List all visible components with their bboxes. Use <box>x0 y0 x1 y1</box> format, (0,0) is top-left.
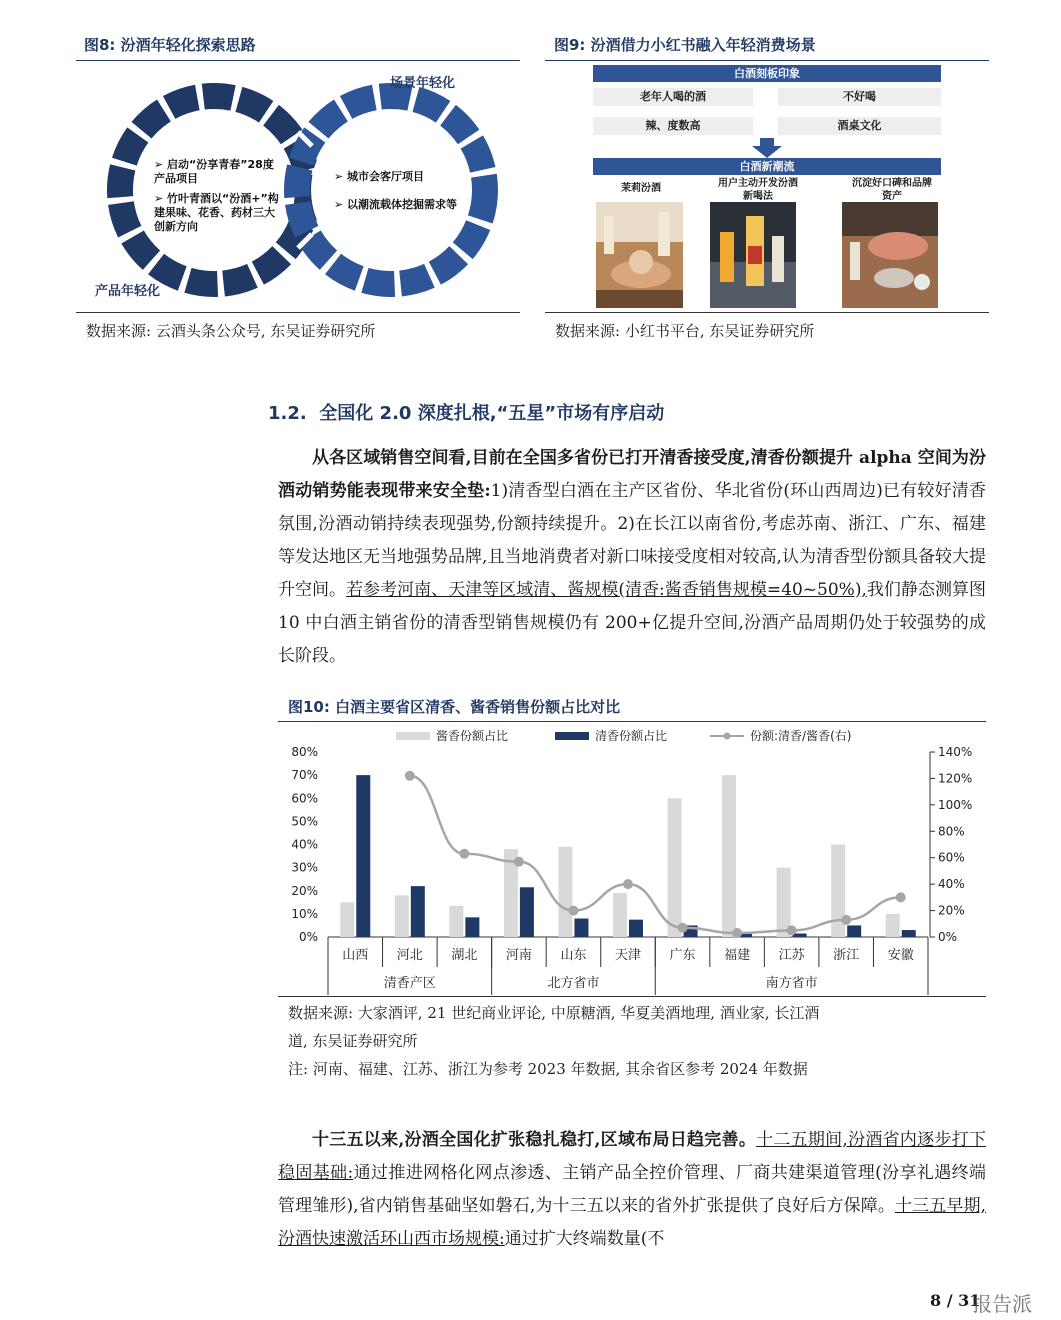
ratio-point-天津 <box>623 879 633 889</box>
x-label-广东: 广东 <box>669 948 696 963</box>
fig8-bottom-rule <box>76 312 520 313</box>
x-label-山西: 山西 <box>342 948 369 963</box>
y-left-tick-label: 10% <box>291 906 318 921</box>
y-left-tick-label: 40% <box>291 837 318 852</box>
ratio-point-江苏 <box>787 925 797 935</box>
fig9-source: 数据来源: 小红书平台, 东吴证券研究所 <box>555 322 815 340</box>
ratio-point-浙江 <box>841 915 851 925</box>
x-label-浙江: 浙江 <box>833 948 860 963</box>
legend-swatch-jiangxiang <box>396 732 430 740</box>
chart-bars <box>340 775 915 937</box>
paragraph-2-text-2: 通过扩大终端数量(不 <box>504 1229 665 1249</box>
ratio-point-山东 <box>568 906 578 916</box>
fig10-note: 注: 河南、福建、江苏、浙江为参考 2023 年数据, 其余省区参考 2024 年数据 <box>288 1060 808 1078</box>
fig8-right-item-2-text: 以潮流载体挖掘需求等 <box>347 198 458 211</box>
fig8-source: 数据来源: 云酒头条公众号, 东吴证券研究所 <box>86 322 376 340</box>
chart-legend <box>396 728 851 743</box>
watermark: 报告派 <box>972 1292 1032 1316</box>
ratio-point-河北 <box>405 771 415 781</box>
y-right-tick-label: 0% <box>938 930 958 944</box>
paragraph-2-text-1: 通过推进网格化网点渗透、主销产品全控价管理、厂商共建渠道管理(汾享礼遇终端管理雏形),省内销售基础坚如磐石,为十三五以来的省外扩张提供了良好后方保障。 <box>278 1163 986 1216</box>
y-right-tick-label: 60% <box>938 850 965 865</box>
legend-label-qingxiang: 清香份额占比 <box>595 729 668 743</box>
fig9-box-4: 酒桌文化 <box>778 117 941 135</box>
bar-jiangxiang-山东 <box>558 847 572 937</box>
bar-qingxiang-安徽 <box>902 930 916 937</box>
bar-qingxiang-湖北 <box>465 917 479 937</box>
fig9-box-2: 不好喝 <box>778 88 941 106</box>
section-number: 1.2. <box>268 403 307 424</box>
fig10-chart <box>278 723 986 995</box>
fig8-label-scene: 场景年轻化 <box>390 76 456 91</box>
paragraph-1-text-1: 1)清香型白酒在主产区省份、华北省份(环山西周边)已有较好清香氛围,汾酒动销持续表现强势,份额持续提升。2)在长江以南省份,考虑苏南、浙江、广东、福建等发达地区无当地强势品牌,且当地消费者对新口味接受度相对较高,认为清香型份额具备较大提升空间。 <box>278 481 986 600</box>
x-label-山东: 山东 <box>560 948 587 963</box>
y-right-tick-label: 80% <box>938 824 965 839</box>
legend-label-jiangxiang: 酱香份额占比 <box>436 729 509 743</box>
paragraph-1-underlined: 若参考河南、天津等区域清、酱规模(清香:酱香销售规模=40~50%), <box>346 580 867 600</box>
y-left-tick-label: 0% <box>298 930 318 944</box>
ratio-point-广东 <box>678 923 688 933</box>
y-right-tick-label: 20% <box>938 903 965 918</box>
bottles-photo <box>710 202 796 308</box>
bar-qingxiang-浙江 <box>847 925 861 937</box>
fig10-title-rule <box>278 721 986 722</box>
down-arrow-icon <box>752 138 782 158</box>
bar-jiangxiang-山西 <box>340 902 354 937</box>
chart-x-labels <box>328 937 928 995</box>
fig8-right-item-2: ➢ 以潮流载体挖掘需求等 <box>334 198 458 211</box>
fig10-title: 图10: 白酒主要省区清香、酱香销售份额占比对比 <box>288 698 621 716</box>
x-label-安徽: 安徽 <box>887 948 914 963</box>
fig8-right-item-1-text: 城市会客厅项目 <box>347 170 425 183</box>
y-left-tick-label: 30% <box>291 860 318 875</box>
legend-swatch-ratio-marker <box>724 733 731 740</box>
fig8-right-list <box>334 170 484 212</box>
fig10-source-line-2: 道, 东吴证券研究所 <box>288 1032 418 1050</box>
paragraph-2 <box>278 1124 986 1256</box>
ratio-point-福建 <box>732 928 742 938</box>
y-right-tick-label: 140% <box>938 745 973 759</box>
paragraph-2-underlined-2: 十三五早期,汾酒快速激活环山西市场规模: <box>278 1196 986 1249</box>
fig8-title-rule <box>76 60 520 61</box>
fig10-source-line-1: 数据来源: 大家酒评, 21 世纪商业评论, 中原糖酒, 华夏美酒地理, 酒业家, 长江酒 <box>288 1004 820 1022</box>
y-left-tick-label: 20% <box>291 883 318 898</box>
x-label-福建: 福建 <box>724 948 751 963</box>
ratio-point-河南 <box>514 857 524 867</box>
paragraph-2-bold: 十三五以来,汾酒全国化扩张稳扎稳打,区域布局日趋完善。 <box>312 1130 757 1150</box>
fig8-left-item-2-text: 竹叶青酒以“汾酒+”构建果味、花香、药材三大创新方向 <box>154 192 279 233</box>
fig9-title: 图9: 汾酒借力小红书融入年轻消费场景 <box>554 36 816 54</box>
section-heading <box>268 399 664 425</box>
x-group-label-2: 南方省市 <box>765 976 818 991</box>
paragraph-1-bold: 从各区域销售空间看,目前在全国多省份已打开清香接受度,清香份额提升 alpha 空间为汾酒动销势能表现带来安全垫: <box>278 448 986 501</box>
bar-jiangxiang-湖北 <box>449 906 463 937</box>
legend-label-ratio: 份额:清香/酱香(右) <box>750 729 852 743</box>
section-title: 全国化 2.0 深度扎根,“五星”市场有序启动 <box>319 403 665 424</box>
chart-line <box>405 771 906 938</box>
ratio-point-安徽 <box>896 892 906 902</box>
bar-jiangxiang-天津 <box>613 893 627 937</box>
fig9-box-1: 老年人喝的酒 <box>593 88 753 106</box>
y-right-tick-label: 120% <box>938 771 973 786</box>
page-number: 8 / 31 <box>930 1291 981 1310</box>
bar-qingxiang-河北 <box>411 886 425 937</box>
fig8-left-list <box>154 158 282 234</box>
x-label-天津: 天津 <box>614 948 642 963</box>
fig8-title: 图8: 汾酒年轻化探索思路 <box>84 36 256 54</box>
bar-jiangxiang-安徽 <box>886 914 900 937</box>
fig8-left-item-1-text: 启动“汾享青春”28度产品项目 <box>154 158 274 185</box>
ratio-point-湖北 <box>459 849 469 859</box>
y-left-tick-label: 70% <box>291 768 318 783</box>
paragraph-2-underlined-1: 十二五期间,汾酒省内逐步打下稳固基础: <box>278 1130 986 1183</box>
paragraph-1 <box>278 442 986 673</box>
bar-jiangxiang-河北 <box>395 895 409 937</box>
fig9-col-label-3: 沉淀好口碑和品牌资产 <box>852 178 932 202</box>
x-label-湖北: 湖北 <box>451 948 478 963</box>
bar-jiangxiang-福建 <box>722 775 736 937</box>
y-right-tick-label: 100% <box>938 797 973 812</box>
fig8-label-product: 产品年轻化 <box>95 284 161 299</box>
ratio-line-path <box>410 776 901 933</box>
x-label-河北: 河北 <box>396 948 423 963</box>
fig8-left-item-1: ➢ 启动“汾享青春”28度产品项目 <box>154 158 274 185</box>
fig9-mid-header: 白酒新潮流 <box>593 158 941 175</box>
fig9-top-header: 白酒刻板印象 <box>593 65 941 82</box>
y-right-tick-label: 40% <box>938 877 965 892</box>
dining-photo <box>842 202 938 308</box>
y-left-tick-label: 80% <box>291 745 318 759</box>
fig9-box-3: 辣、度数高 <box>593 117 753 135</box>
fig8-left-item-2: ➢ 竹叶青酒以“汾酒+”构建果味、花香、药材三大创新方向 <box>154 192 279 233</box>
fig9-col-label-2: 用户主动开发汾酒新喝法 <box>718 178 798 202</box>
fig9-col-label-1: 茉莉汾酒 <box>621 183 661 194</box>
y-left-tick-label: 50% <box>291 814 318 829</box>
bar-qingxiang-天津 <box>629 920 643 937</box>
bar-qingxiang-山西 <box>356 775 370 937</box>
y-left-tick-label: 60% <box>291 791 318 806</box>
bar-qingxiang-河南 <box>520 887 534 937</box>
chart-axes <box>291 745 972 944</box>
x-group-label-0: 清香产区 <box>383 976 436 991</box>
x-group-label-1: 北方省市 <box>547 976 600 991</box>
bar-qingxiang-山东 <box>574 919 588 938</box>
legend-swatch-qingxiang <box>555 732 589 740</box>
x-label-江苏: 江苏 <box>778 948 805 963</box>
fig9-title-rule <box>545 60 989 61</box>
fig9-bottom-rule <box>545 312 989 313</box>
paragraph-1-text-2: 我们静态测算图 10 中白酒主销省份的清香型销售规模仍有 200+亿提升空间,汾酒产品周期仍处于较强势的成长阶段。 <box>278 580 987 666</box>
jasmine-fenjiu-photo <box>596 202 683 308</box>
fig10-bottom-rule <box>278 996 986 997</box>
x-label-河南: 河南 <box>505 948 532 963</box>
bar-jiangxiang-广东 <box>668 798 682 937</box>
fig8-right-item-1: ➢ 城市会客厅项目 <box>334 170 425 183</box>
